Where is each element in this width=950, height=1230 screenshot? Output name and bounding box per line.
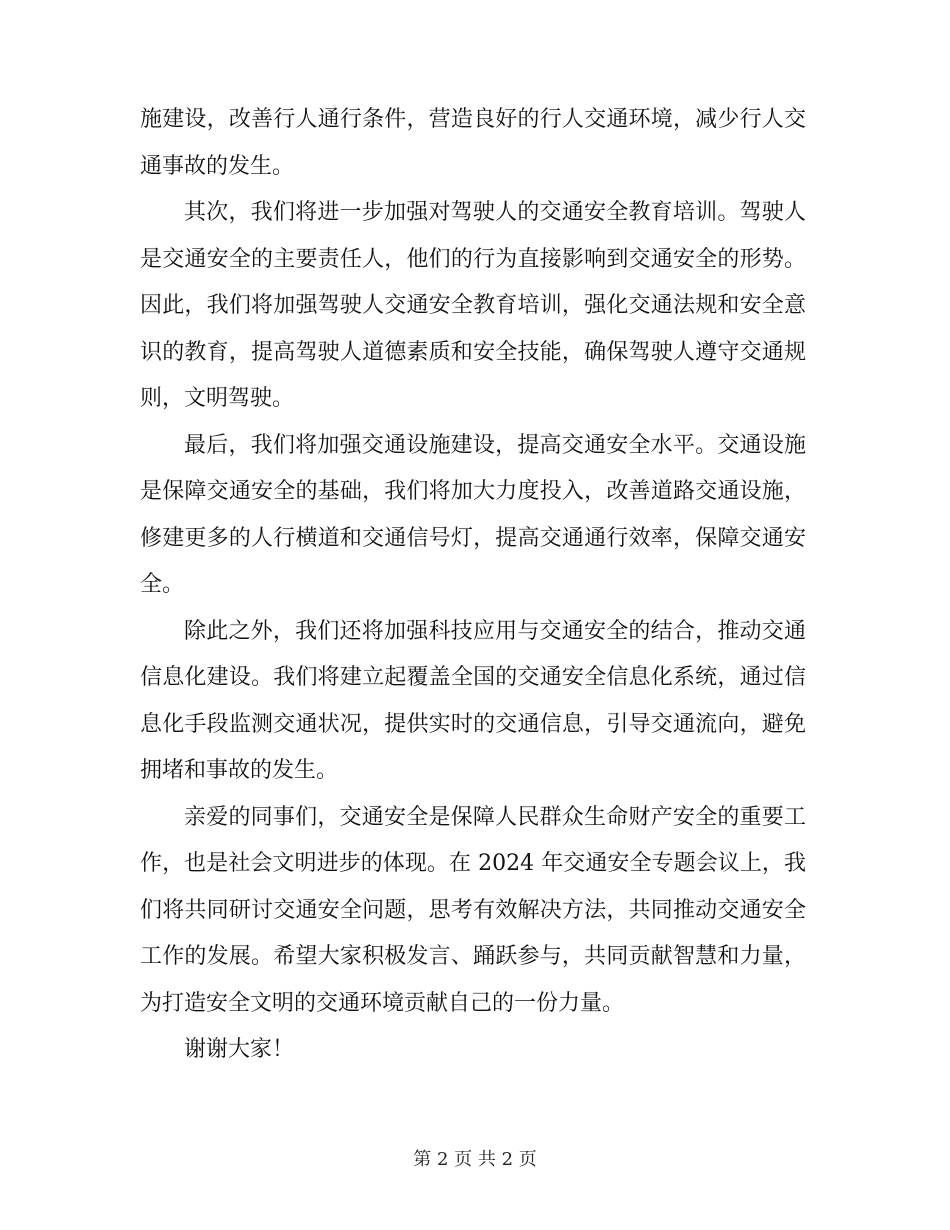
page-number-footer: 第 2 页 共 2 页 bbox=[413, 1149, 537, 1170]
paragraph-2: 其次，我们将进一步加强对驾驶人的交通安全教育培训。驾驶人是交通安全的主要责任人，他们的行为直接影响到交通安全的形势。因此，我们将加强驾驶人交通安全教育培训，强化交通法规和安全意识的教育，提高驾驶人道德素质和安全技能，确保驾驶人遵守交通规则，文明驾驶。 bbox=[140, 200, 806, 411]
paragraph-3: 最后，我们将加强交通设施建设，提高交通安全水平。交通设施是保障交通安全的基础，我们将加大力度投入，改善道路交通设施，修建更多的人行横道和交通信号灯，提高交通通行效率，保障交通安全。 bbox=[140, 432, 806, 597]
paragraph-5: 亲爱的同事们，交通安全是保障人民群众生命财产安全的重要工作，也是社会文明进步的体现。在 2024 年交通安全专题会议上，我们将共同研讨交通安全问题，思考有效解决方法，共同推动交通安全工作的发展。希望大家积极发言、踊跃参与，共同贡献智慧和力量，为打造安全文明的交通环境贡献自己的一份力量。 bbox=[140, 804, 806, 1016]
document-body bbox=[140, 97, 806, 1074]
paragraph-4: 除此之外，我们还将加强科技应用与交通安全的结合，推动交通信息化建设。我们将建立起覆盖全国的交通安全信息化系统，通过信息化手段监测交通状况，提供实时的交通信息，引导交通流向，避免拥堵和事故的发生。 bbox=[140, 618, 806, 783]
paragraph-1: 施建设，改善行人通行条件，营造良好的行人交通环境，减少行人交通事故的发生。 bbox=[140, 107, 806, 179]
closing-line: 谢谢大家！ bbox=[184, 1037, 295, 1062]
